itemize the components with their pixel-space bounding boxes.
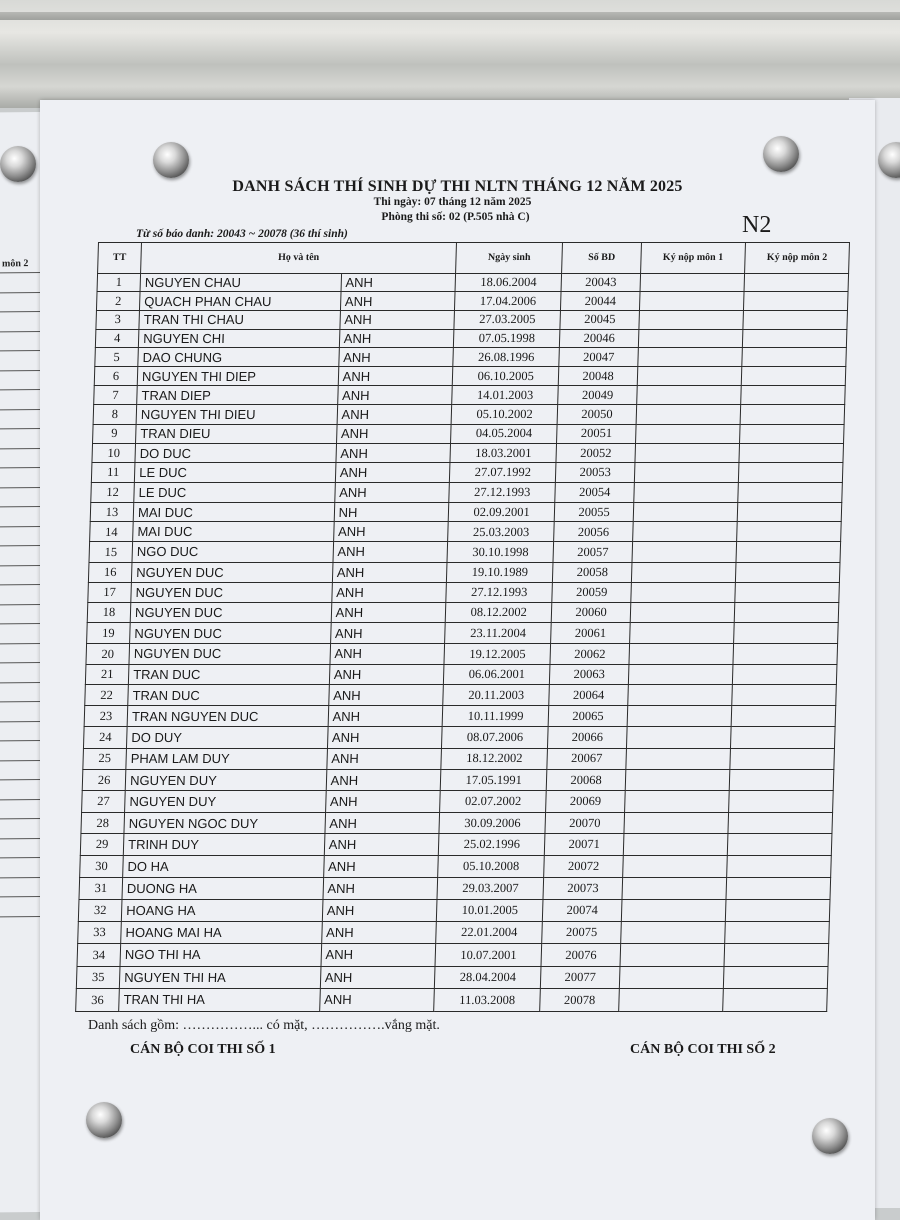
invigilator-2-label: CÁN BỘ COI THI SỐ 2 <box>630 1042 776 1057</box>
row-number: 24 <box>83 727 127 748</box>
candidate-dob: 11.03.2008 <box>434 989 541 1012</box>
candidate-number: 20043 <box>561 274 640 292</box>
candidate-name: LE DUC <box>134 463 335 483</box>
candidate-dob: 19.10.1989 <box>447 562 554 582</box>
candidate-dob: 18.12.2002 <box>441 748 548 769</box>
candidate-number: 20051 <box>557 424 636 443</box>
exam-date: Thi ngày: 07 tháng 12 năm 2025 <box>373 196 532 208</box>
candidate-dob: 10.11.1999 <box>442 706 549 727</box>
candidate-name: TRAN DIEP <box>137 386 338 405</box>
row-number: 14 <box>90 522 134 542</box>
candidate-language: ANH <box>321 944 436 966</box>
candidate-number: 20065 <box>548 706 627 727</box>
candidate-dob: 18.03.2001 <box>450 443 557 462</box>
row-number: 2 <box>96 292 140 311</box>
candidate-name: QUACH PHAN CHAU <box>140 292 341 311</box>
row-number: 13 <box>90 502 134 522</box>
candidate-number: 20078 <box>540 989 619 1012</box>
candidate-number: 20068 <box>546 769 625 790</box>
row-number: 27 <box>82 791 126 813</box>
column-header-dob: Ngày sinh <box>456 243 563 274</box>
candidate-name: NGUYEN DUY <box>125 791 326 813</box>
row-number: 12 <box>91 482 135 502</box>
left-sheet-rule <box>0 623 42 625</box>
pushpin-icon <box>763 136 799 172</box>
candidate-number: 20072 <box>544 856 623 878</box>
left-sheet-rule <box>0 857 42 859</box>
left-sheet-rule <box>0 564 42 566</box>
candidate-name: TRAN NGUYEN DUC <box>127 706 328 727</box>
left-sheet-rule <box>0 350 42 352</box>
row-number: 7 <box>94 386 138 405</box>
candidate-number: 20050 <box>557 405 636 424</box>
row-number: 30 <box>80 856 124 878</box>
left-sheet-rule <box>0 272 42 274</box>
candidate-dob: 22.01.2004 <box>436 922 543 944</box>
candidate-dob: 10.01.2005 <box>436 899 543 921</box>
candidate-language: ANH <box>320 966 435 988</box>
row-number: 26 <box>82 769 126 790</box>
candidate-language: ANH <box>338 348 453 367</box>
column-header-name: Họ và tên <box>141 243 457 274</box>
row-number: 25 <box>83 748 127 769</box>
candidate-number: 20075 <box>542 922 621 944</box>
candidate-number: 20071 <box>545 834 624 856</box>
left-sheet-rule <box>0 447 42 449</box>
candidate-name: NGUYEN DUC <box>130 603 331 623</box>
candidate-number: 20059 <box>552 582 631 602</box>
row-number: 15 <box>89 542 133 562</box>
candidate-dob: 23.11.2004 <box>445 623 552 644</box>
left-sheet-rule <box>0 311 42 313</box>
row-number: 1 <box>97 274 141 292</box>
row-number: 22 <box>85 685 129 706</box>
candidate-name: DUONG HA <box>122 877 323 899</box>
candidate-number: 20052 <box>556 443 635 462</box>
row-number: 35 <box>76 966 120 988</box>
room-code: N2 <box>742 212 772 238</box>
candidate-number: 20062 <box>550 643 629 664</box>
candidate-language: ANH <box>333 522 448 542</box>
left-sheet-rule <box>0 506 42 508</box>
candidate-name: PHAM LAM DUY <box>126 748 327 769</box>
candidate-dob: 02.09.2001 <box>448 502 555 522</box>
candidate-language: ANH <box>331 603 446 623</box>
pushpin-icon <box>153 142 189 178</box>
candidate-language: ANH <box>323 877 438 899</box>
candidate-number: 20058 <box>553 562 632 582</box>
row-number: 5 <box>95 348 139 367</box>
candidate-language: ANH <box>331 582 446 602</box>
candidate-number: 20055 <box>554 502 633 522</box>
candidate-number: 20054 <box>555 482 634 502</box>
left-sheet-rule <box>0 330 42 332</box>
candidate-dob: 30.10.1998 <box>447 542 554 562</box>
left-sheet-rule <box>0 545 42 547</box>
candidate-name: DAO CHUNG <box>138 348 339 367</box>
row-number: 11 <box>91 463 135 483</box>
candidate-dob: 27.03.2005 <box>454 310 561 329</box>
candidate-name: NGUYEN DUC <box>129 643 330 664</box>
left-sheet-rule <box>0 837 42 839</box>
row-number: 21 <box>85 664 129 685</box>
candidate-name: TRAN DUC <box>128 664 329 685</box>
pushpin-icon <box>812 1118 848 1154</box>
candidate-number: 20060 <box>551 603 630 623</box>
document-title: DANH SÁCH THÍ SINH DỰ THI NLTN THÁNG 12 NĂM 2025 <box>232 178 683 195</box>
candidate-language: ANH <box>327 748 442 769</box>
candidate-number: 20077 <box>541 966 620 988</box>
candidate-dob: 05.10.2002 <box>451 405 558 424</box>
candidate-language: ANH <box>325 791 440 813</box>
candidate-name: MAI DUC <box>133 522 334 542</box>
row-number: 28 <box>81 812 125 834</box>
candidate-name: TRAN THI CHAU <box>139 310 340 329</box>
candidate-number: 20070 <box>545 812 624 834</box>
row-number: 6 <box>94 367 138 386</box>
exam-room: Phòng thi số: 02 (P.505 nhà C) <box>381 211 530 223</box>
left-sheet-rule <box>0 818 42 820</box>
candidate-name: TRINH DUY <box>123 834 324 856</box>
candidate-language: ANH <box>329 664 444 685</box>
left-sheet-rule <box>0 291 42 293</box>
row-number: 20 <box>86 643 130 664</box>
left-sheet-rule <box>0 486 42 488</box>
candidate-language: ANH <box>328 685 443 706</box>
left-sheet-rule <box>0 408 42 410</box>
candidate-language: ANH <box>341 274 456 292</box>
candidate-dob: 02.07.2002 <box>440 791 547 813</box>
candidate-dob: 17.05.1991 <box>440 769 547 790</box>
candidate-dob: 27.12.1993 <box>446 582 553 602</box>
row-number: 19 <box>87 623 131 644</box>
candidate-language: ANH <box>326 769 441 790</box>
candidate-language: ANH <box>333 542 448 562</box>
left-sheet-code <box>0 224 1 250</box>
candidate-number: 20056 <box>554 522 633 542</box>
candidate-language: ANH <box>330 623 445 644</box>
candidate-number: 20046 <box>560 329 639 348</box>
candidate-dob: 18.06.2004 <box>455 274 562 292</box>
row-number: 36 <box>76 989 120 1012</box>
candidate-dob: 29.03.2007 <box>437 877 544 899</box>
candidate-language: ANH <box>335 463 450 483</box>
candidate-number: 20064 <box>549 685 628 706</box>
candidate-dob: 10.07.2001 <box>435 944 542 966</box>
candidate-name: NGUYEN DUC <box>131 582 332 602</box>
left-sheet-rule <box>0 798 42 800</box>
candidate-name: NGUYEN THI DIEU <box>136 405 337 424</box>
row-number: 4 <box>95 329 139 348</box>
candidate-language: ANH <box>340 292 455 311</box>
candidate-language: ANH <box>330 643 445 664</box>
row-number: 23 <box>84 706 128 727</box>
candidate-language: ANH <box>322 899 437 921</box>
attendance-summary: Danh sách gồm: ……………... có mặt, …………….vắng mặt. <box>88 1018 440 1033</box>
column-header-sign-2: Ký nộp môn 2 <box>745 243 850 274</box>
left-sheet-rule <box>0 701 42 703</box>
candidate-language: ANH <box>336 443 451 462</box>
candidate-name: NGUYEN THI DIEP <box>137 367 338 386</box>
candidate-name: LE DUC <box>134 482 335 502</box>
candidate-dob: 20.11.2003 <box>443 685 550 706</box>
candidate-number: 20066 <box>548 727 627 748</box>
row-number: 9 <box>93 424 137 443</box>
candidate-name: NGO THI HA <box>120 944 321 966</box>
candidate-number: 20076 <box>541 944 620 966</box>
left-sheet-rule <box>0 740 42 742</box>
candidate-name: TRAN DIEU <box>136 424 337 443</box>
candidate-number: 20045 <box>560 310 639 329</box>
candidate-dob: 27.07.1992 <box>450 463 557 483</box>
column-header-sbd: Số BD <box>562 243 642 274</box>
candidate-dob: 08.07.2006 <box>442 727 549 748</box>
left-sheet-rule <box>0 467 42 469</box>
candidate-name: NGUYEN DUY <box>125 769 326 790</box>
candidate-name: NGUYEN NGOC DUY <box>124 812 325 834</box>
left-sheet-rule <box>0 896 42 898</box>
candidate-number: 20069 <box>546 791 625 813</box>
candidate-number-range: Từ số báo danh: 20043 ~ 20078 (36 thí sinh) <box>136 228 348 240</box>
left-sheet-rule <box>0 759 42 761</box>
candidate-number: 20057 <box>553 542 632 562</box>
candidate-number: 20048 <box>558 367 637 386</box>
candidate-number: 20067 <box>547 748 626 769</box>
pushpin-icon <box>86 1102 122 1138</box>
frame-groove <box>0 12 900 20</box>
row-number: 31 <box>79 877 123 899</box>
candidate-language: ANH <box>334 482 449 502</box>
candidate-number: 20063 <box>550 664 629 685</box>
candidate-dob: 07.05.1998 <box>454 329 561 348</box>
candidate-number: 20047 <box>559 348 638 367</box>
candidate-language: ANH <box>319 989 434 1012</box>
candidate-language: ANH <box>336 424 451 443</box>
left-sheet-rule <box>0 642 42 644</box>
candidate-number: 20073 <box>543 877 622 899</box>
candidate-dob: 06.10.2005 <box>452 367 559 386</box>
candidate-language: ANH <box>340 310 455 329</box>
pushpin-icon <box>0 146 36 182</box>
candidate-name: HOANG HA <box>121 899 322 921</box>
candidate-language: ANH <box>339 329 454 348</box>
candidate-dob: 17.04.2006 <box>455 292 562 311</box>
left-sheet-rule <box>0 525 42 527</box>
left-sheet-rule <box>0 915 42 917</box>
candidate-language: ANH <box>324 834 439 856</box>
candidate-name: MAI DUC <box>133 502 334 522</box>
candidate-name: NGO DUC <box>132 542 333 562</box>
left-sheet-rule <box>0 584 42 586</box>
candidate-dob: 04.05.2004 <box>451 424 558 443</box>
candidate-name: TRAN THI HA <box>119 989 320 1012</box>
candidate-dob: 06.06.2001 <box>444 664 551 685</box>
candidate-number: 20074 <box>543 899 622 921</box>
candidate-dob: 28.04.2004 <box>434 966 541 988</box>
candidate-language: ANH <box>323 856 438 878</box>
candidate-dob: 08.12.2002 <box>445 603 552 623</box>
invigilator-1-label: CÁN BỘ COI THI SỐ 1 <box>130 1042 276 1057</box>
row-number: 18 <box>87 603 131 623</box>
candidate-language: NH <box>334 502 449 522</box>
candidate-language: ANH <box>337 405 452 424</box>
candidate-number: 20053 <box>556 463 635 483</box>
candidate-dob: 27.12.1993 <box>449 482 556 502</box>
candidate-number: 20044 <box>561 292 640 311</box>
column-header-tt: TT <box>98 243 142 274</box>
row-number: 32 <box>78 899 122 921</box>
candidate-language: ANH <box>338 367 453 386</box>
candidate-name: DO HA <box>123 856 324 878</box>
candidate-name: NGUYEN DUC <box>131 562 332 582</box>
left-sheet-column-header: môn 2 <box>2 258 29 270</box>
left-sheet-rule <box>0 389 42 391</box>
candidate-number: 20049 <box>558 386 637 405</box>
left-sheet-rule <box>0 876 42 878</box>
candidate-language: ANH <box>332 562 447 582</box>
candidate-dob: 26.08.1996 <box>453 348 560 367</box>
left-sheet-rule <box>0 662 42 664</box>
candidate-language: ANH <box>337 386 452 405</box>
candidate-language: ANH <box>328 706 443 727</box>
candidate-name: NGUYEN DUC <box>130 623 331 644</box>
roster-sheet <box>40 100 875 1220</box>
row-number: 34 <box>77 944 121 966</box>
candidate-name: HOANG MAI HA <box>121 922 322 944</box>
candidate-language: ANH <box>325 812 440 834</box>
candidate-dob: 14.01.2003 <box>452 386 559 405</box>
candidate-name: NGUYEN THI HA <box>119 966 320 988</box>
candidate-dob: 25.03.2003 <box>448 522 555 542</box>
candidate-dob: 05.10.2008 <box>438 856 545 878</box>
candidate-dob: 30.09.2006 <box>439 812 546 834</box>
left-sheet-rule <box>0 428 42 430</box>
candidate-name: NGUYEN CHAU <box>140 274 341 292</box>
candidate-language: ANH <box>321 922 436 944</box>
candidate-name: DO DUC <box>135 443 336 462</box>
row-number: 8 <box>93 405 137 424</box>
row-number: 17 <box>88 582 132 602</box>
candidate-dob: 19.12.2005 <box>444 643 551 664</box>
row-number: 16 <box>88 562 132 582</box>
candidate-name: TRAN DUC <box>128 685 329 706</box>
candidate-number: 20061 <box>551 623 630 644</box>
column-header-sign-1: Ký nộp môn 1 <box>641 243 746 274</box>
candidate-language: ANH <box>327 727 442 748</box>
candidate-dob: 25.02.1996 <box>438 834 545 856</box>
left-sheet-rule <box>0 720 42 722</box>
row-number: 33 <box>78 922 122 944</box>
left-sheet-rule <box>0 369 42 371</box>
candidate-name: DO DUY <box>127 727 328 748</box>
row-number: 29 <box>80 834 124 856</box>
candidate-name: NGUYEN CHI <box>138 329 339 348</box>
left-sheet-rule <box>0 681 42 683</box>
row-number: 10 <box>92 443 136 462</box>
row-number: 3 <box>96 310 140 329</box>
left-sheet-rule <box>0 779 42 781</box>
left-sheet-rule <box>0 603 42 605</box>
